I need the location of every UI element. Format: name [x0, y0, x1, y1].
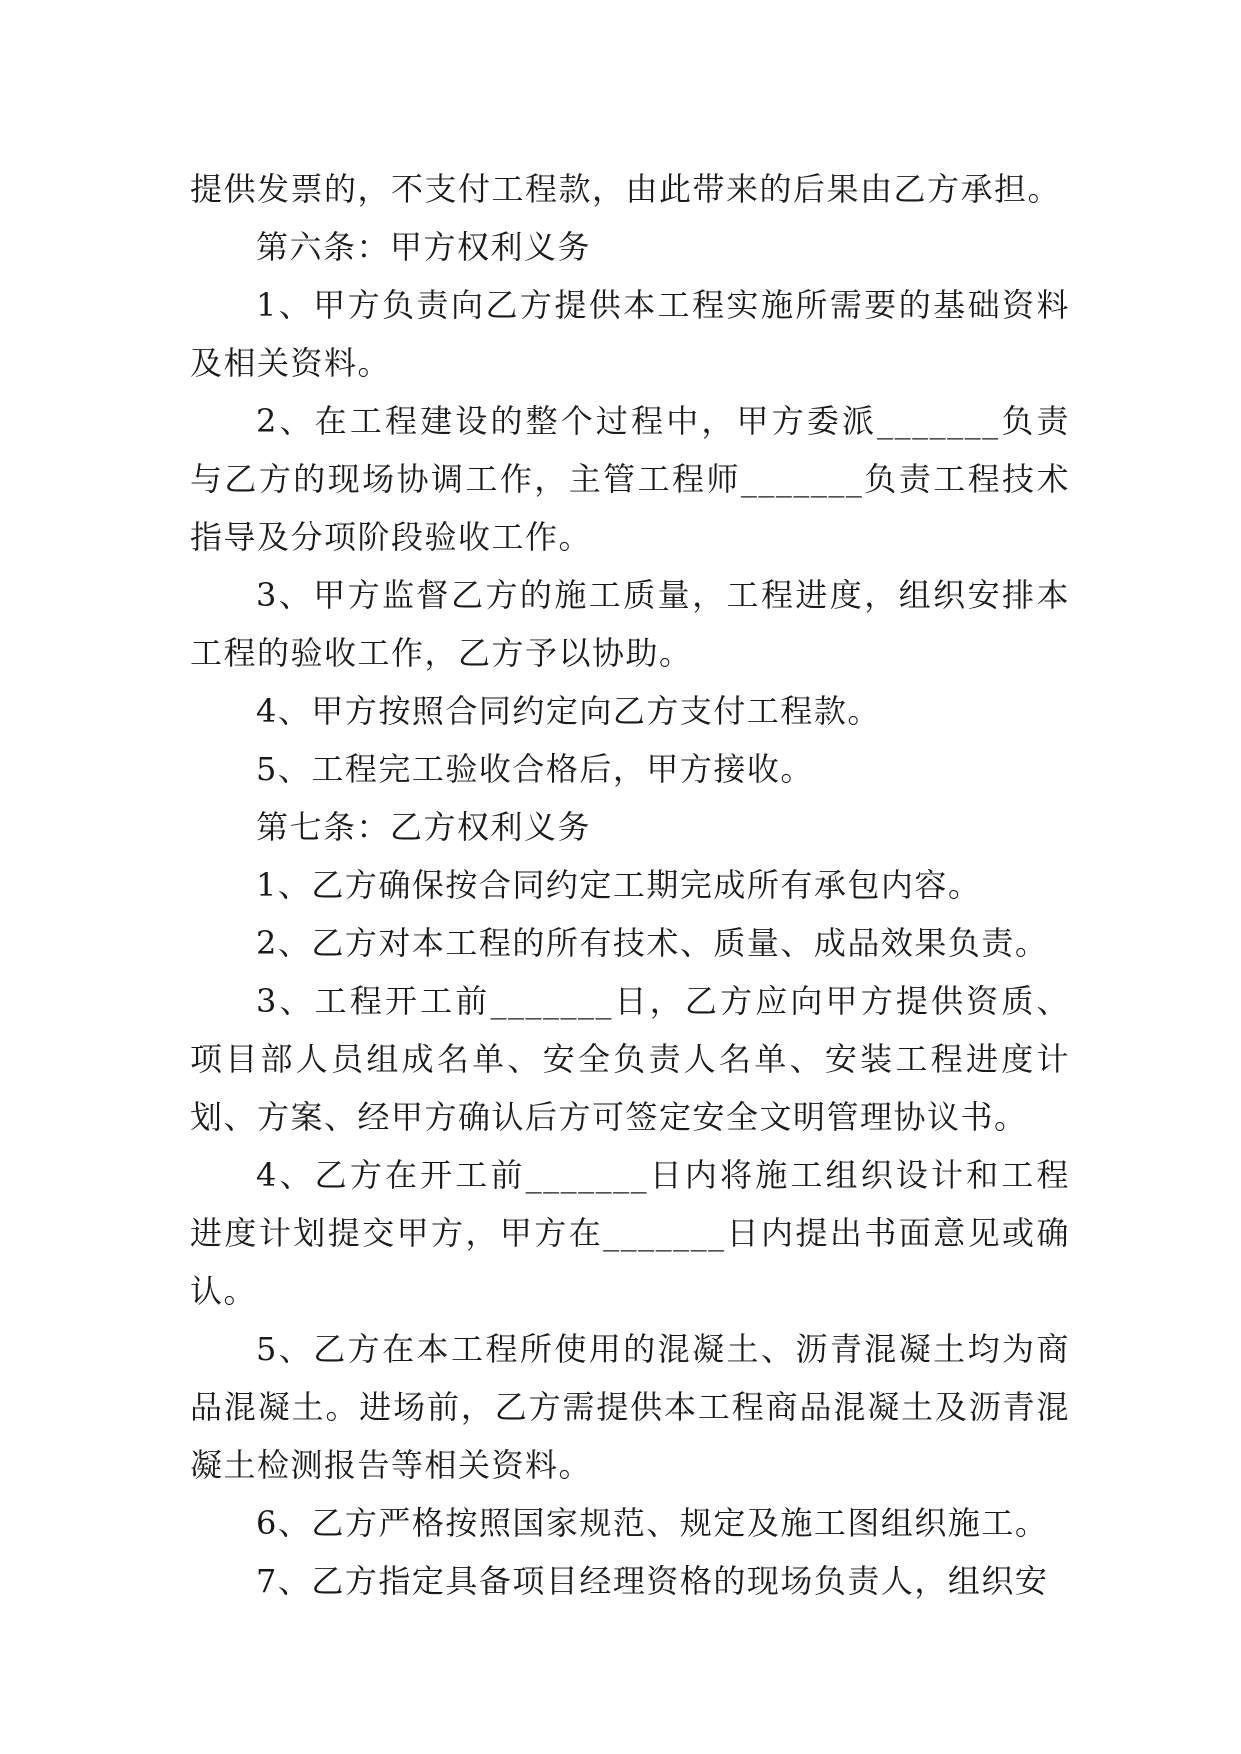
article-seven-heading: 第七条：乙方权利义务	[256, 808, 592, 846]
paragraph: 1、乙方确保按合同约定工期完成所有承包内容。	[256, 866, 982, 904]
paragraph: 3、甲方监督乙方的施工质量，工程进度，组织安排本工程的验收工作，乙方予以协助。	[190, 576, 1070, 672]
article-six-heading: 第六条：甲方权利义务	[256, 228, 592, 266]
paragraph: 5、工程完工验收合格后，甲方接收。	[256, 750, 814, 788]
paragraph: 3、工程开工前_______日，乙方应向甲方提供资质、项目部人员组成名单、安全负责人名单、安装工程进度计划、方案、经甲方确认后方可签定安全文明管理协议书。	[190, 982, 1070, 1136]
paragraph: 6、乙方严格按照国家规范、规定及施工图组织施工。	[256, 1504, 1049, 1542]
paragraph: 5、乙方在本工程所使用的混凝土、沥青混凝土均为商品混凝土。进场前，乙方需提供本工程商品混凝土及沥青混凝土检测报告等相关资料。	[190, 1330, 1070, 1484]
document-body	[190, 160, 1070, 1610]
paragraph: 1、甲方负责向乙方提供本工程实施所需要的基础资料及相关资料。	[190, 286, 1070, 382]
paragraph-continuation: 提供发票的，不支付工程款，由此带来的后果由乙方承担。	[190, 170, 1062, 208]
paragraph: 2、在工程建设的整个过程中，甲方委派_______负责与乙方的现场协调工作，主管工程师_______负责工程技术指导及分项阶段验收工作。	[190, 402, 1070, 556]
paragraph: 4、甲方按照合同约定向乙方支付工程款。	[256, 692, 881, 730]
paragraph: 7、乙方指定具备项目经理资格的现场负责人，组织安	[256, 1562, 1049, 1600]
paragraph: 4、乙方在开工前_______日内将施工组织设计和工程进度计划提交甲方，甲方在_______日内提出书面意见或确认。	[190, 1156, 1070, 1310]
paragraph: 2、乙方对本工程的所有技术、质量、成品效果负责。	[256, 924, 1049, 962]
